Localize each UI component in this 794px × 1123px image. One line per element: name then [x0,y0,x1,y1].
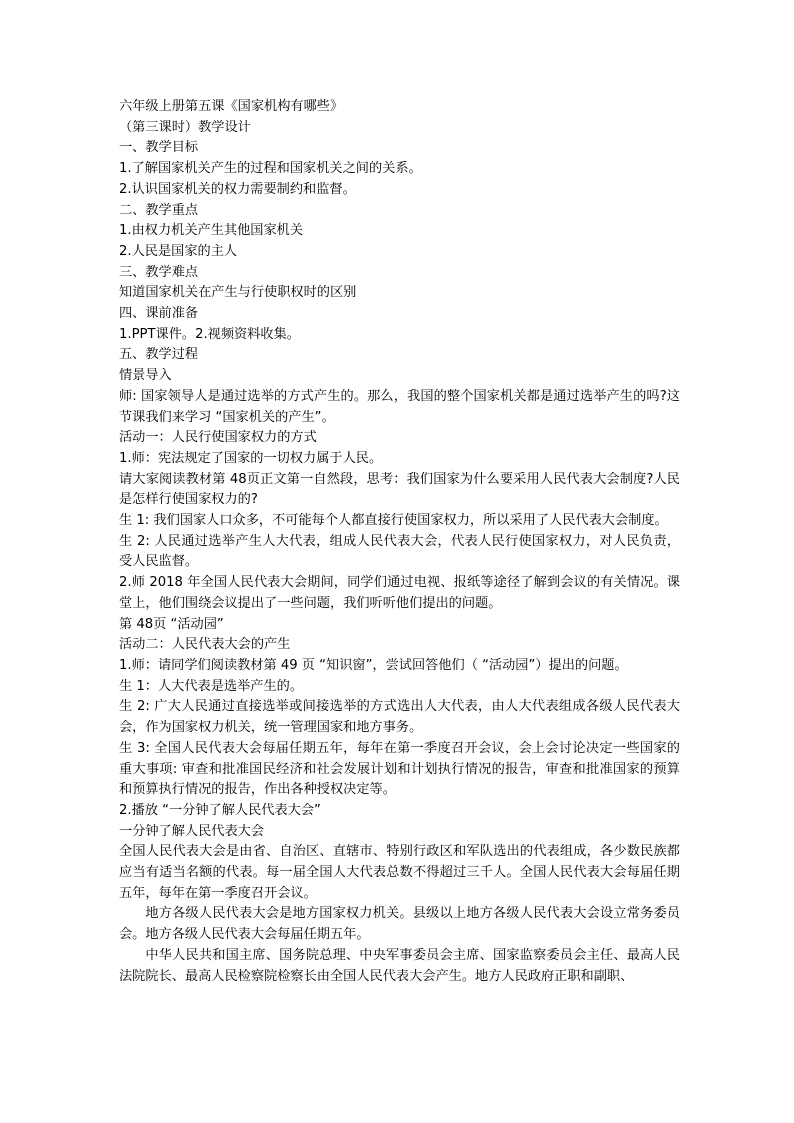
paragraph: 四、课前准备 [119,306,199,322]
paragraph: 知道国家机关在产生与行使职权时的区别 [119,285,357,301]
paragraph: 活动一：人民行使国家权力的方式 [119,430,317,446]
paragraph: 第 48页 “活动园” [119,616,224,632]
paragraph: 2.人民是国家的主人 [119,243,238,259]
paragraph: 活动二：人民代表大会的产生 [119,637,291,653]
paragraph: 全国人民代表大会是由省、自治区、直辖市、特别行政区和军队选出的代表组成，各少数民族都应当有适当名额的代表。每一届全国人大代表总数不得超过三千人。全国人民代表大会每届任期五年，每年在第一季度召开会议。 [119,844,680,901]
paragraph: 生 2: 广大人民通过直接选举或间接选举的方式选出人大代表，由人大代表组成各级人民代表大会，作为国家权力机关，统一管理国家和地方事务。 [119,699,680,736]
paragraph: 1.由权力机关产生其他国家机关 [119,223,304,239]
paragraph: 师: 国家领导人是通过选举的方式产生的。那么，我国的整个国家机关都是通过选举产生的吗?这节课我们来学习 “国家机关的产生”。 [119,388,680,425]
paragraph: 一分钟了解人民代表大会 [119,823,265,839]
document-title: 六年级上册第五课《国家机构有哪些》 [119,99,344,114]
paragraph: 五、教学过程 [119,347,199,363]
paragraph: 情景导入 [119,368,172,384]
paragraph: 2.师 2018 年全国人民代表大会期间，同学们通过电视、报纸等途径了解到会议的有关情况。课堂上，他们围绕会议提出了一些问题，我们听听他们提出的问题。 [119,575,680,611]
paragraph: 生 2: 人民通过选举产生人大代表，组成人民代表大会，代表人民行使国家权力，对人民负责，受人民监督。 [119,533,680,570]
paragraph: 中华人民共和国主席、国务院总理、中央军事委员会主席、国家监察委员会主任、最高人民法院院长、最高人民检察院检察长由全国人民代表大会产生。地方人民政府正职和副职、 [119,947,680,984]
paragraph: 二、教学重点 [119,202,199,218]
paragraph: 生 1：人大代表是选举产生的。 [119,678,304,694]
paragraph: 2.播放 “一分钟了解人民代表大会” [119,802,321,818]
paragraph: 地方各级人民代表大会是地方国家权力机关。县级以上地方各级人民代表大会设立常务委员会。地方各级人民代表大会每届任期五年。 [119,906,680,943]
document-page [119,97,680,987]
document-subtitle: （第三课时）教学设计 [119,119,251,135]
paragraph: 1.了解国家机关产生的过程和国家机关之间的关系。 [119,161,422,177]
paragraph: 请大家阅读教材第 48页正文第一自然段，思考：我们国家为什么要采用人民代表大会制度?人民是怎样行使国家权力的? [119,471,680,508]
document-body [119,138,680,987]
paragraph: 2.认识国家机关的权力需要制约和监督。 [119,181,356,197]
paragraph: 1.师：请同学们阅读教材第 49 页 “知识窗”，尝试回答他们（ “活动园”）提出的问题。 [119,657,628,673]
paragraph: 三、教学难点 [119,264,199,280]
paragraph: 1.PPT课件。2.视频资料收集。 [119,326,300,342]
paragraph: 一、教学目标 [119,140,199,156]
paragraph: 生 3: 全国人民代表大会每届任期五年，每年在第一季度召开会议，会上会讨论决定一些国家的重大事项: 审查和批准国民经济和社会发展计划和计划执行情况的报告，审查和批准国家的预算和预算执行情况的报告，作出各种授权决定等。 [119,740,680,798]
paragraph: 生 1: 我们国家人口众多，不可能每个人都直接行使国家权力，所以采用了人民代表大会制度。 [119,513,668,529]
paragraph: 1.师：宪法规定了国家的一切权力属于人民。 [119,450,383,466]
